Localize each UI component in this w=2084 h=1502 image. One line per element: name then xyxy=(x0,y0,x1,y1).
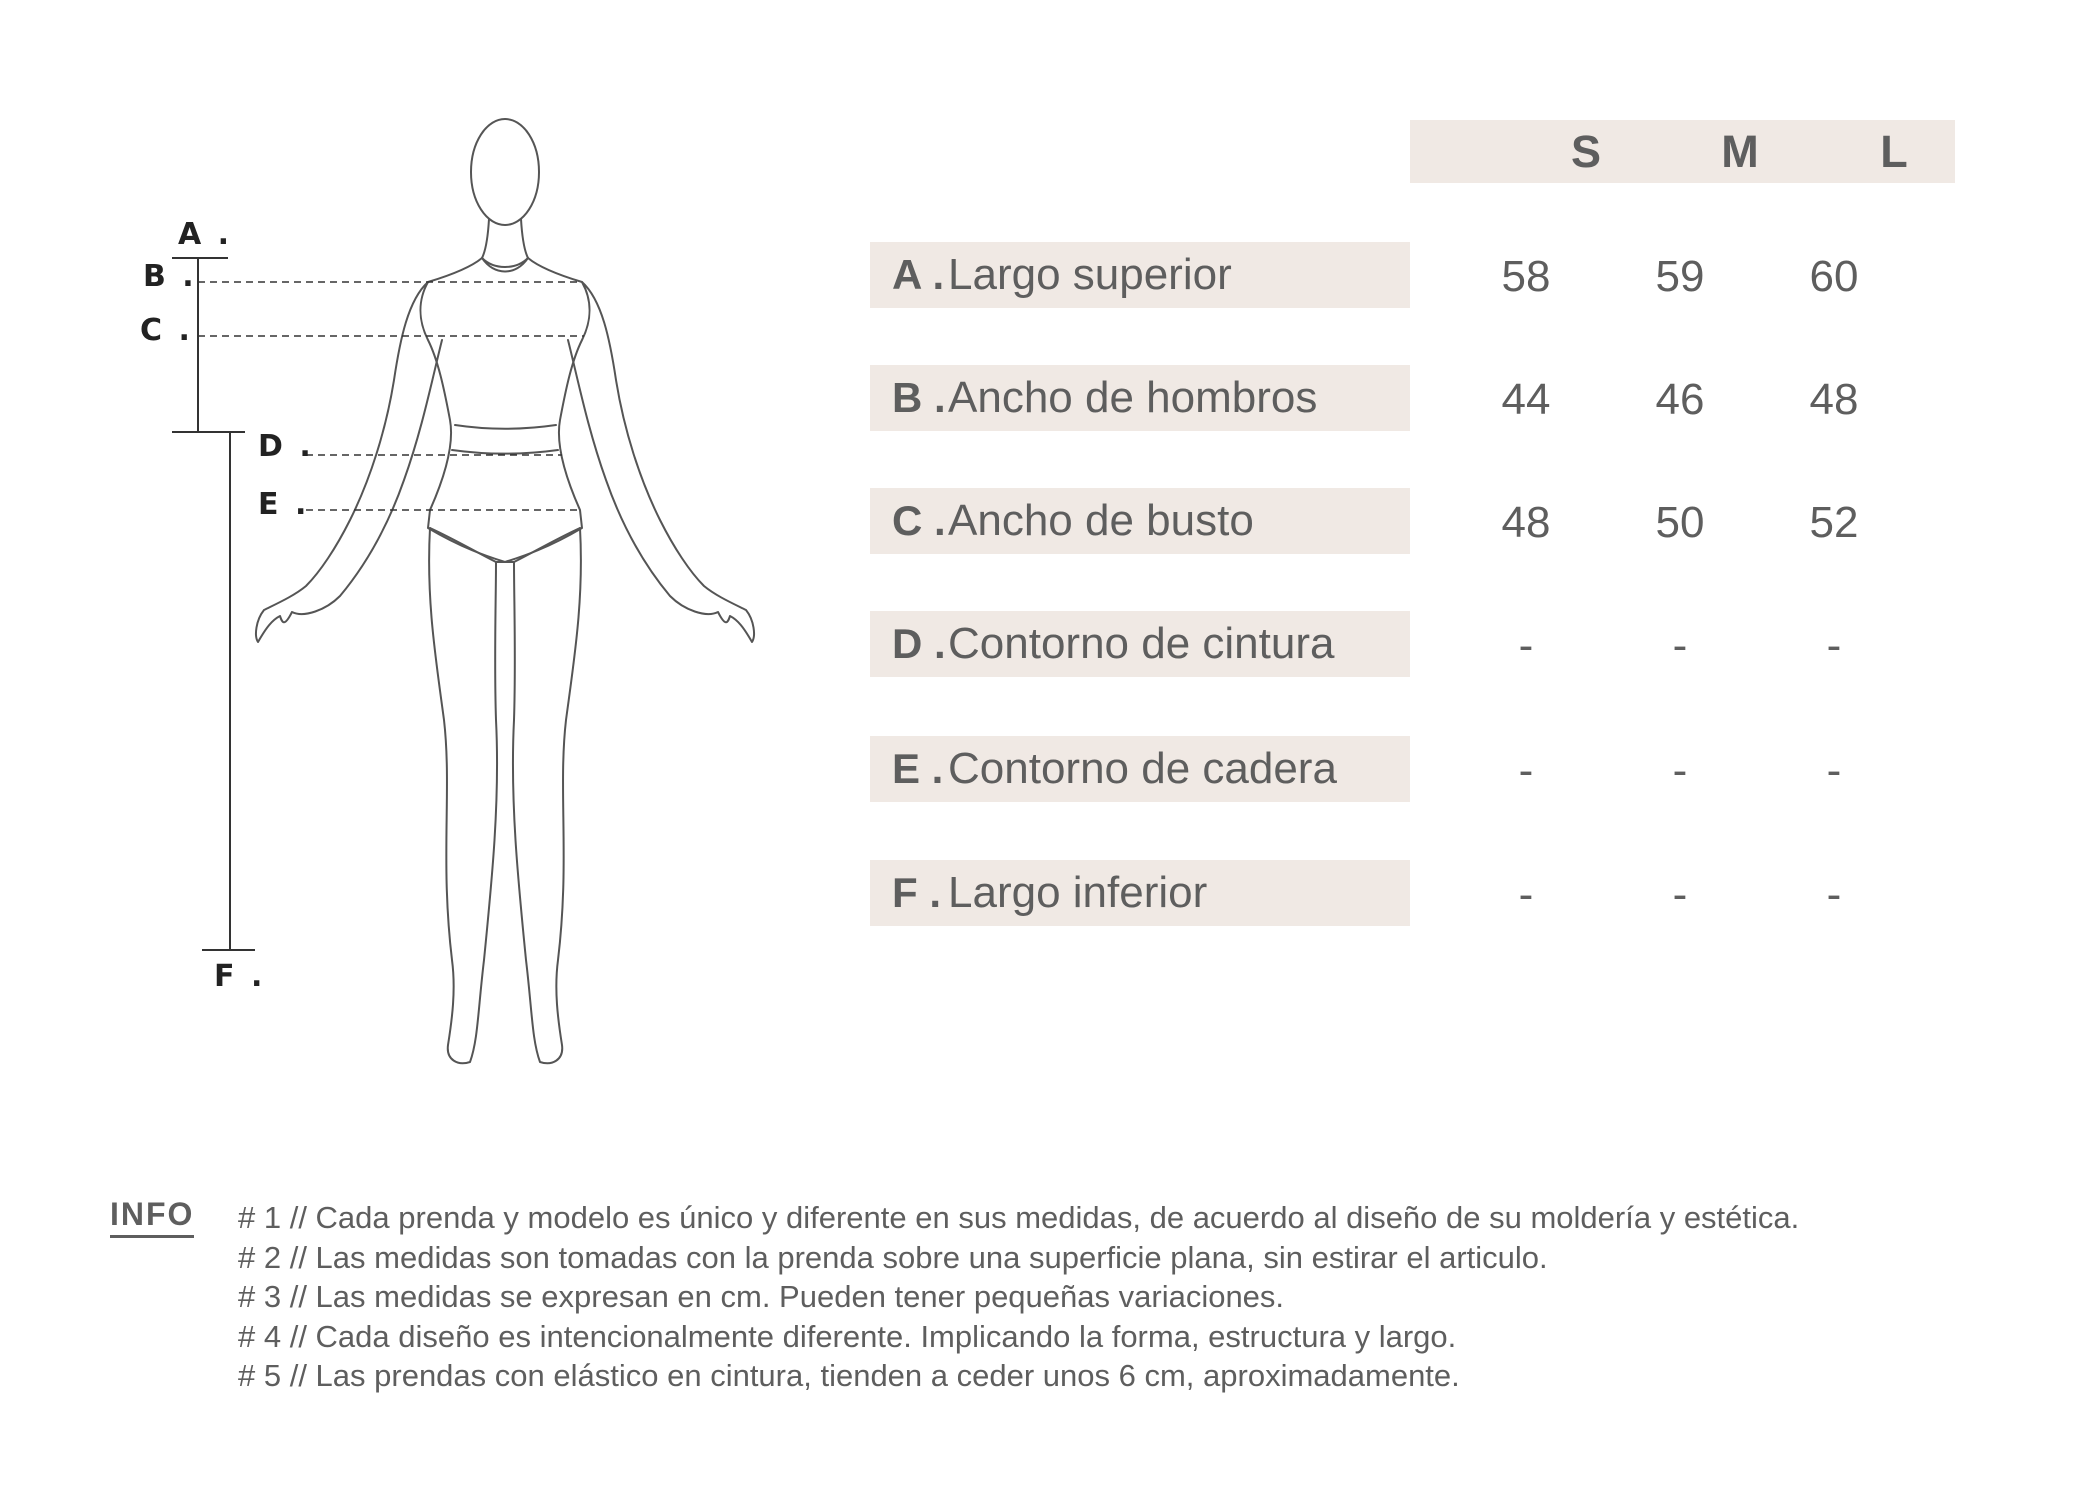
row-letter-d: D . xyxy=(892,620,946,667)
size-header xyxy=(1410,120,1955,183)
info-notes xyxy=(238,1198,2038,1396)
info-note-2: # 2 // Las medidas son tomadas con la prenda sobre una superficie plana, sin estirar el articulo. xyxy=(238,1239,1548,1275)
value-f-m: - xyxy=(1672,870,1688,919)
value-b-s: 44 xyxy=(1501,375,1551,424)
mannequin-neckline xyxy=(482,258,528,272)
guide-letter-d: D . xyxy=(258,429,314,464)
body-measurement-diagram xyxy=(0,0,800,1100)
value-b-m: 46 xyxy=(1655,375,1705,424)
size-s-header: S xyxy=(1570,126,1601,177)
measurement-row-a xyxy=(870,242,1410,308)
measurement-row-e xyxy=(870,736,1410,802)
mannequin-left-leg xyxy=(429,528,497,1063)
mannequin-waistband xyxy=(452,425,558,454)
guide-letter-b: B . xyxy=(143,259,197,294)
row-letter-e: E . xyxy=(892,745,944,792)
value-a-s: 58 xyxy=(1501,252,1551,301)
row-letter-c: C . xyxy=(892,497,946,544)
size-m-header: M xyxy=(1721,126,1759,177)
row-name-a: Largo superior xyxy=(948,250,1232,299)
info-note-4: # 4 // Cada diseño es intencionalmente diferente. Implicando la forma, estructura y largo. xyxy=(238,1318,1457,1354)
row-name-d: Contorno de cintura xyxy=(948,619,1335,668)
mannequin-briefs xyxy=(430,528,580,562)
mannequin-right-arm xyxy=(568,282,754,642)
info-label: INFO xyxy=(110,1196,194,1238)
mannequin-head xyxy=(471,119,539,225)
guide-letter-e: E . xyxy=(258,487,310,522)
value-d-m: - xyxy=(1672,621,1688,670)
row-name-b: Ancho de hombros xyxy=(948,373,1318,422)
guide-letter-f: F . xyxy=(214,959,266,994)
value-b-l: 48 xyxy=(1809,375,1859,424)
value-c-l: 52 xyxy=(1809,498,1859,547)
value-e-l: - xyxy=(1826,746,1842,795)
value-e-s: - xyxy=(1518,746,1534,795)
measurement-row-f xyxy=(870,860,1410,926)
info-note-5: # 5 // Las prendas con elástico en cintura, tienden a ceder unos 6 cm, aproximadamente. xyxy=(238,1358,1460,1393)
info-note-1: # 1 // Cada prenda y modelo es único y diferente en sus medidas, de acuerdo al diseño de su moldería y estética. xyxy=(238,1200,1800,1235)
row-name-c: Ancho de busto xyxy=(948,496,1254,545)
value-c-s: 48 xyxy=(1501,498,1551,547)
info-note-3: # 3 // Las medidas se expresan en cm. Pueden tener pequeñas variaciones. xyxy=(238,1279,1285,1314)
value-f-s: - xyxy=(1518,870,1534,919)
value-a-m: 59 xyxy=(1655,252,1705,301)
value-f-l: - xyxy=(1826,870,1842,919)
row-name-f: Largo inferior xyxy=(948,868,1208,917)
value-c-m: 50 xyxy=(1655,498,1705,547)
value-e-m: - xyxy=(1672,746,1688,795)
row-letter-b: B . xyxy=(892,374,946,421)
guide-letter-a: A . xyxy=(178,217,233,252)
measurement-row-b xyxy=(870,365,1410,431)
mannequin-torso xyxy=(421,258,590,562)
value-d-s: - xyxy=(1518,621,1534,670)
mannequin-figure xyxy=(256,119,754,1063)
value-d-l: - xyxy=(1826,621,1842,670)
value-a-l: 60 xyxy=(1809,252,1859,301)
row-name-e: Contorno de cadera xyxy=(948,744,1337,793)
measurement-guides xyxy=(172,258,255,950)
measurement-row-d xyxy=(870,611,1410,677)
mannequin-right-leg xyxy=(513,528,581,1063)
row-letter-a: A . xyxy=(892,251,945,298)
row-letter-f: F . xyxy=(892,869,941,916)
measurement-row-c xyxy=(870,488,1410,554)
guide-letter-c: C . xyxy=(140,313,193,348)
size-l-header: L xyxy=(1880,126,1908,177)
